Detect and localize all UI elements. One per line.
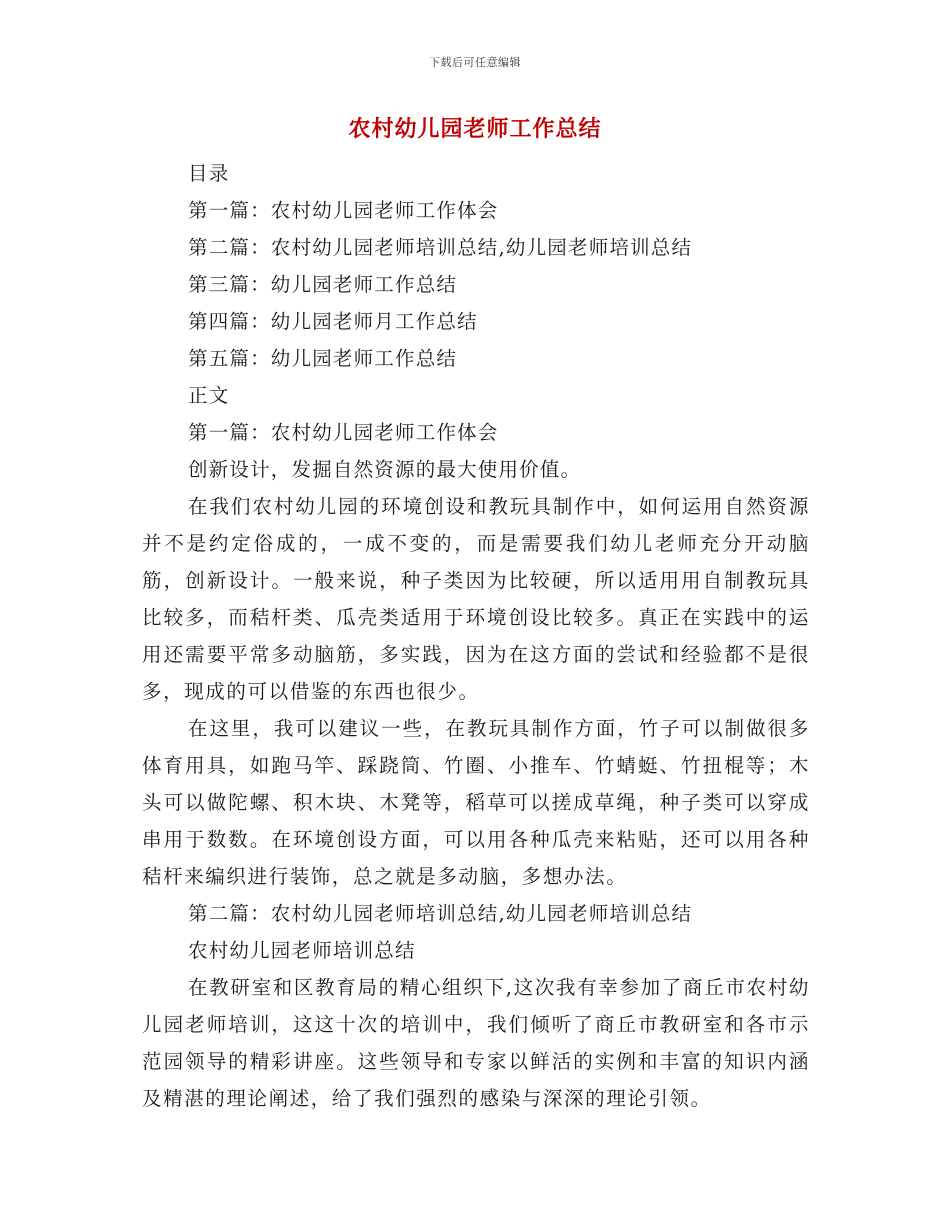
- chapter2-subheading: 农村幼儿园老师培训总结: [188, 939, 416, 962]
- chapter1-paragraph-1: 在我们农村幼儿园的环境创设和教玩具制作中，如何运用自然资源并不是约定俗成的，一成不变的，而是需要我们幼儿老师充分开动脑筋，创新设计。一般来说，种子类因为比较硬，所以适用用自制教玩具比较多，而秸杆类、瓜壳类适用于环境创设比较多。真正在实践中的运用还需要平常多动脑筋，多实践，因为在这方面的尝试和经验都不是很多，现成的可以借鉴的东西也很少。: [142, 495, 810, 703]
- toc-item-4: 第四篇：幼儿园老师月工作总结: [188, 310, 478, 333]
- chapter1-heading: 第一篇：农村幼儿园老师工作体会: [188, 421, 499, 444]
- header-note: 下载后可任意编辑: [429, 56, 521, 69]
- chapter1-paragraph-2: 在这里，我可以建议一些，在教玩具制作方面，竹子可以制做很多体育用具，如跑马竿、踩跷筒、竹圈、小推车、竹蜻蜓、竹扭棍等；木头可以做陀螺、积木块、木凳等，稻草可以搓成草绳，种子类可以穿成串用于数数。在环境创设方面，可以用各种瓜壳来粘贴，还可以用各种秸杆来编织进行装饰，总之就是多动脑，多想办法。: [142, 717, 810, 888]
- toc-item-1: 第一篇：农村幼儿园老师工作体会: [188, 199, 499, 222]
- chapter2-heading: 第二篇：农村幼儿园老师培训总结,幼儿园老师培训总结: [188, 902, 693, 925]
- document-body: [142, 155, 810, 1117]
- document-title: 农村幼儿园老师工作总结: [348, 116, 602, 142]
- toc-item-2: 第二篇：农村幼儿园老师培训总结,幼儿园老师培训总结: [188, 236, 693, 259]
- toc-label: 目录: [188, 162, 230, 185]
- chapter1-subheading: 创新设计，发掘自然资源的最大使用价值。: [188, 458, 582, 481]
- body-label: 正文: [188, 384, 230, 407]
- toc-item-3: 第三篇：幼儿园老师工作总结: [188, 273, 458, 296]
- chapter2-paragraph-1: 在教研室和区教育局的精心组织下,这次我有幸参加了商丘市农村幼儿园老师培训，这这十次的培训中，我们倾听了商丘市教研室和各市示范园领导的精彩讲座。这些领导和专家以鲜活的实例和丰富的知识内涵及精湛的理论阐述，给了我们强烈的感染与深深的理论引领。: [142, 976, 810, 1110]
- toc-item-5: 第五篇：幼儿园老师工作总结: [188, 347, 458, 370]
